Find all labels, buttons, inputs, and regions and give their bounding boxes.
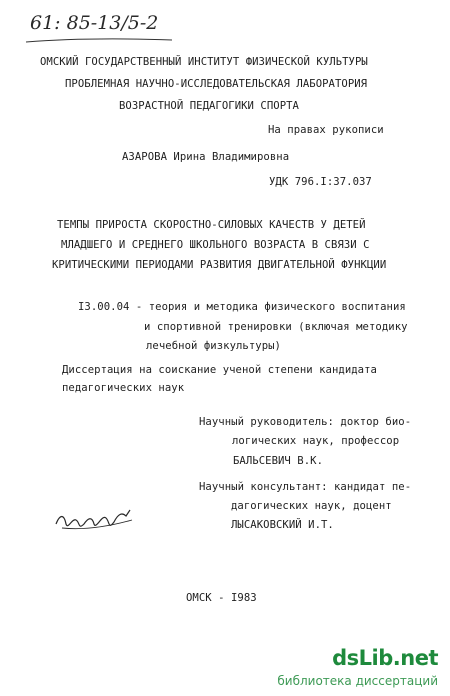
degree-line-1: Диссертация на соискание ученой степени кандидата xyxy=(62,364,377,376)
handwritten-signature xyxy=(52,500,142,536)
title-line-2: МЛАДШЕГО И СРЕДНЕГО ШКОЛЬНОГО ВОЗРАСТА В СВЯЗИ С xyxy=(61,239,370,251)
dslib-logo: dsLib.net xyxy=(332,646,438,670)
laboratory-name: ПРОБЛЕМНАЯ НАУЧНО-ИССЛЕДОВАТЕЛЬСКАЯ ЛАБОРАТОРИЯ xyxy=(65,78,368,90)
degree-line-2: педагогических наук xyxy=(62,382,185,394)
laboratory-subtitle: ВОЗРАСТНОЙ ПЕДАГОГИКИ СПОРТА xyxy=(119,100,299,112)
institute-name: ОМСКИЙ ГОСУДАРСТВЕННЫЙ ИНСТИТУТ ФИЗИЧЕСКОЙ КУЛЬТУРЫ xyxy=(40,56,368,68)
author-name: АЗАРОВА Ирина Владимировна xyxy=(122,151,290,163)
specialty-line-3: лечебной физкультуры) xyxy=(146,340,281,352)
title-line-3: КРИТИЧЕСКИМИ ПЕРИОДАМИ РАЗВИТИЯ ДВИГАТЕЛЬНОЙ ФУНКЦИИ xyxy=(52,259,387,271)
manuscript-rights: На правах рукописи xyxy=(268,124,384,136)
dslib-subtitle: библиотека диссертаций xyxy=(277,674,438,688)
udk-code: УДК 796.I:37.037 xyxy=(269,176,372,188)
supervisor-name: БАЛЬСЕВИЧ В.К. xyxy=(233,455,323,467)
registration-number-text: 61: 85-13/5-2 xyxy=(30,12,159,34)
supervisor-line-1: Научный руководитель: доктор био- xyxy=(199,416,412,428)
title-line-1: ТЕМПЫ ПРИРОСТА СКОРОСТНО-СИЛОВЫХ КАЧЕСТВ У ДЕТЕЙ xyxy=(57,219,366,231)
consultant-name: ЛЫСАКОВСКИЙ И.Т. xyxy=(231,519,334,531)
specialty-line-1: I3.00.04 - теория и методика физического воспитания xyxy=(78,301,406,313)
consultant-line-1: Научный консультант: кандидат пе- xyxy=(199,481,412,493)
consultant-line-2: дагогических наук, доцент xyxy=(231,500,392,512)
specialty-line-2: и спортивной тренировки (включая методику xyxy=(144,321,408,333)
city-and-year: ОМСК - I983 xyxy=(186,592,257,604)
supervisor-line-2: логических наук, профессор xyxy=(232,435,400,447)
handwritten-registration-number xyxy=(24,14,174,44)
